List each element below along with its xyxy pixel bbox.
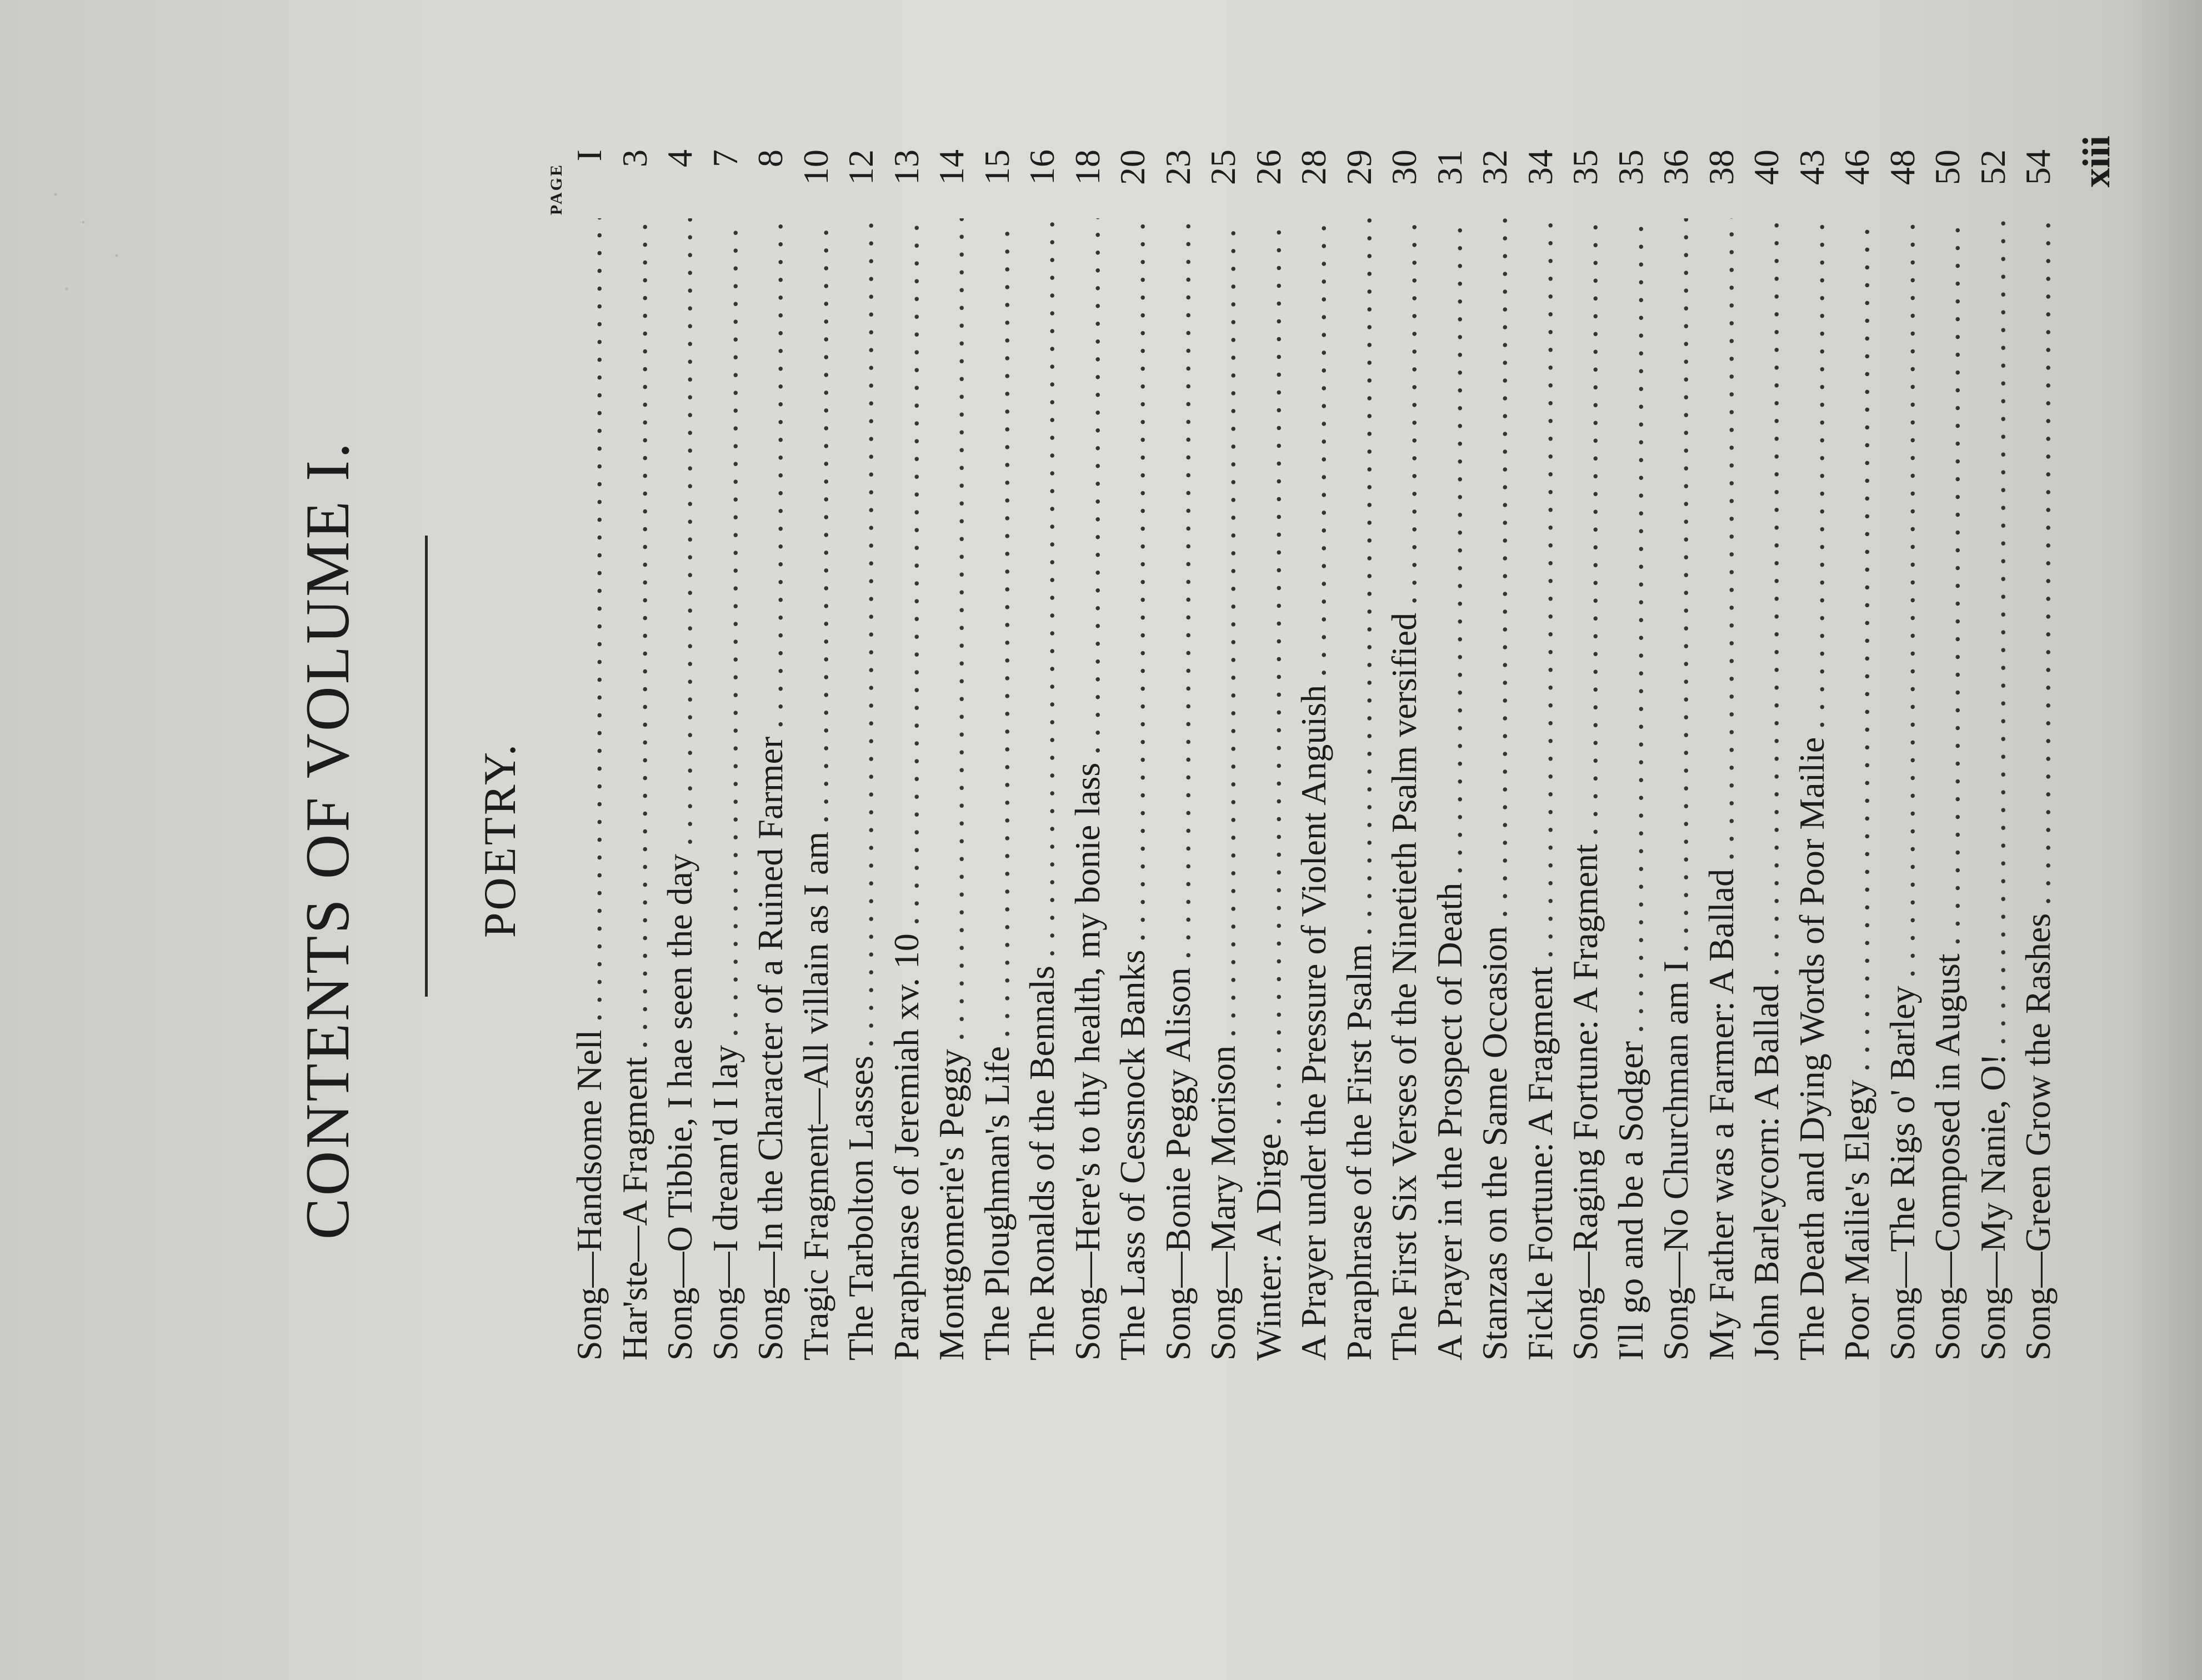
entry-title: Song—The Rigs o' Barley	[1882, 986, 1922, 1361]
entry-page-number: 3	[614, 149, 654, 167]
toc-entry	[1427, 149, 1473, 1361]
title-rule	[425, 536, 428, 997]
entry-page-number: 38	[1701, 149, 1741, 185]
dot-leader	[974, 218, 1020, 1038]
entry-title: Song—No Churchman am I	[1656, 961, 1695, 1361]
entry-title: Paraphrase of Jeremiah xv. 10	[886, 933, 926, 1361]
dot-leader	[1563, 218, 1608, 836]
dot-leader	[1789, 218, 1835, 729]
dot-leader	[1699, 218, 1744, 861]
toc-entry	[1518, 149, 1563, 1361]
toc-entry	[1065, 149, 1110, 1361]
page-number: xiii	[2075, 136, 2118, 188]
entry-page-number: 15	[977, 149, 1017, 185]
toc-entry	[1699, 149, 1744, 1361]
toc-entry	[612, 149, 658, 1361]
entry-title: Song—I dream'd I lay	[705, 1045, 745, 1361]
dot-leader	[657, 218, 703, 846]
dot-leader	[1608, 218, 1654, 1033]
entry-title: Song—Composed in August	[1928, 953, 1967, 1361]
page-title: CONTENTS OF VOLUME I.	[293, 440, 362, 1240]
entry-page-number: 13	[886, 149, 926, 185]
toc-entry	[838, 149, 884, 1361]
entry-page-number: 29	[1339, 149, 1379, 185]
entry-title: The First Six Verses of the Ninetieth Psalm versified	[1384, 612, 1424, 1361]
entry-page-number: 4	[660, 149, 699, 167]
entry-page-number: 18	[1067, 149, 1107, 185]
toc-entry	[1200, 149, 1246, 1361]
entry-page-number: 7	[705, 149, 745, 167]
entry-page-number: 43	[1791, 149, 1831, 185]
toc-entry	[1880, 149, 1925, 1361]
entry-title: The Ploughman's Life	[977, 1046, 1017, 1361]
entry-title: Song—In the Character of a Ruined Farmer	[750, 736, 790, 1361]
entry-title: The Tarbolton Lasses	[841, 1056, 880, 1361]
dot-leader	[1834, 218, 1880, 1072]
entry-page-number: 36	[1656, 149, 1695, 185]
table-of-contents	[567, 149, 2061, 1361]
entry-title: Song—Green Grow the Rashes	[2018, 913, 2058, 1361]
dot-leader	[1200, 218, 1246, 1038]
toc-entry	[1246, 149, 1292, 1361]
entry-page-number: 34	[1520, 149, 1560, 185]
entry-page-number: 35	[1565, 149, 1605, 185]
dot-leader	[1427, 218, 1473, 875]
dot-leader	[838, 218, 884, 1048]
entry-title: John Barleycorn: A Ballad	[1746, 984, 1786, 1361]
entry-title: Montgomerie's Peggy	[932, 1049, 971, 1361]
entry-page-number: 10	[795, 149, 835, 185]
entry-title: Poor Mailie's Elegy	[1837, 1079, 1876, 1361]
dot-leader	[2015, 218, 2061, 906]
dot-leader	[748, 218, 793, 729]
dot-leader	[1925, 218, 1970, 946]
toc-entry	[1970, 149, 2016, 1361]
dot-leader	[1472, 218, 1518, 918]
entry-title: Song—Handsome Nell	[569, 1029, 609, 1361]
toc-entry	[1472, 149, 1518, 1361]
entry-title: I'll go and be a Sodger	[1610, 1041, 1650, 1361]
entry-title: Song—My Nanie, O!	[1973, 1053, 2013, 1361]
page-column-label: PAGE	[547, 163, 565, 216]
toc-entry	[2015, 149, 2061, 1361]
entry-page-number: 20	[1113, 149, 1152, 185]
entry-page-number: 26	[1248, 149, 1288, 185]
toc-entry	[1653, 149, 1699, 1361]
entry-page-number: 16	[1022, 149, 1062, 185]
toc-entry	[1563, 149, 1608, 1361]
toc-entry	[1019, 149, 1065, 1361]
entry-title: Song—O Tibbie, I hae seen the day	[660, 854, 699, 1361]
dot-leader	[1110, 218, 1155, 942]
entry-title: Song—Bonie Peggy Alison	[1158, 967, 1198, 1361]
dot-leader	[1518, 218, 1563, 959]
entry-title: The Ronalds of the Bennals	[1022, 966, 1062, 1361]
toc-entry	[1291, 149, 1337, 1361]
dot-leader	[1337, 218, 1382, 936]
entry-title: A Prayer in the Prospect of Death	[1429, 882, 1469, 1361]
entry-page-number: 50	[1928, 149, 1967, 185]
toc-entry	[1608, 149, 1654, 1361]
entry-page-number: 8	[750, 149, 790, 167]
toc-entry	[703, 149, 748, 1361]
dot-leader	[567, 218, 612, 1022]
toc-entry	[1337, 149, 1382, 1361]
dot-leader	[1382, 218, 1427, 605]
toc-entry	[793, 149, 839, 1361]
toc-entry	[748, 149, 793, 1361]
toc-entry	[1744, 149, 1789, 1361]
dot-leader	[1065, 218, 1110, 755]
dot-leader	[612, 218, 658, 1049]
toc-entry	[1155, 149, 1201, 1361]
dot-leader	[1880, 218, 1925, 978]
entry-title: Har'ste—A Fragment	[614, 1057, 654, 1361]
toc-entry	[1925, 149, 1970, 1361]
entry-page-number: 30	[1384, 149, 1424, 185]
toc-entry	[974, 149, 1020, 1361]
entry-title: Song—Mary Morison	[1203, 1045, 1243, 1361]
entry-title: Paraphrase of the First Psalm	[1339, 943, 1379, 1361]
toc-entry	[929, 149, 974, 1361]
dot-leader	[1155, 218, 1201, 959]
entry-title: The Death and Dying Words of Poor Mailie	[1791, 737, 1831, 1361]
entry-title: Song—Raging Fortune: A Fragment	[1565, 844, 1605, 1361]
dot-leader	[929, 218, 974, 1041]
toc-entry	[1382, 149, 1427, 1361]
entry-page-number: 12	[841, 149, 880, 185]
entry-page-number: 28	[1294, 149, 1333, 185]
entry-title: The Lass of Cessnock Banks	[1113, 949, 1152, 1361]
entry-page-number: 48	[1882, 149, 1922, 185]
dot-leader	[1970, 218, 2016, 1046]
entry-title: Winter: A Dirge	[1248, 1133, 1288, 1361]
toc-entry	[1789, 149, 1835, 1361]
dot-leader	[1653, 218, 1699, 953]
entry-page-number: 46	[1837, 149, 1876, 185]
toc-entry	[884, 149, 929, 1361]
entry-title: Stanzas on the Same Occasion	[1475, 926, 1514, 1361]
dot-leader	[1019, 218, 1065, 958]
dot-leader	[793, 218, 839, 824]
entry-title: My Father was a Farmer: A Ballad	[1701, 868, 1741, 1361]
dot-leader	[703, 218, 748, 1037]
entry-page-number: 52	[1973, 149, 2013, 185]
dot-leader	[1291, 218, 1337, 677]
entry-page-number: 35	[1610, 149, 1650, 185]
entry-page-number: 23	[1158, 149, 1198, 185]
entry-page-number: 31	[1429, 149, 1469, 185]
entry-page-number: 54	[2018, 149, 2058, 185]
entry-page-number: 40	[1746, 149, 1786, 185]
entry-title: Tragic Fragment—All villain as I am	[795, 831, 835, 1361]
dot-leader	[1246, 218, 1292, 1126]
entry-page-number: 14	[932, 149, 971, 185]
toc-entry	[567, 149, 612, 1361]
toc-entry	[657, 149, 703, 1361]
toc-entry	[1110, 149, 1155, 1361]
dot-leader	[884, 218, 929, 926]
toc-entry	[1834, 149, 1880, 1361]
dot-leader	[1744, 218, 1789, 977]
entry-title: A Prayer under the Pressure of Violent Anguish	[1294, 684, 1333, 1361]
entry-page-number: I	[569, 149, 609, 162]
section-heading: POETRY.	[474, 742, 525, 938]
entry-title: Fickle Fortune: A Fragment	[1520, 966, 1560, 1361]
entry-title: Song—Here's to thy health, my bonie lass	[1067, 762, 1107, 1361]
entry-page-number: 32	[1475, 149, 1514, 185]
entry-page-number: 25	[1203, 149, 1243, 185]
